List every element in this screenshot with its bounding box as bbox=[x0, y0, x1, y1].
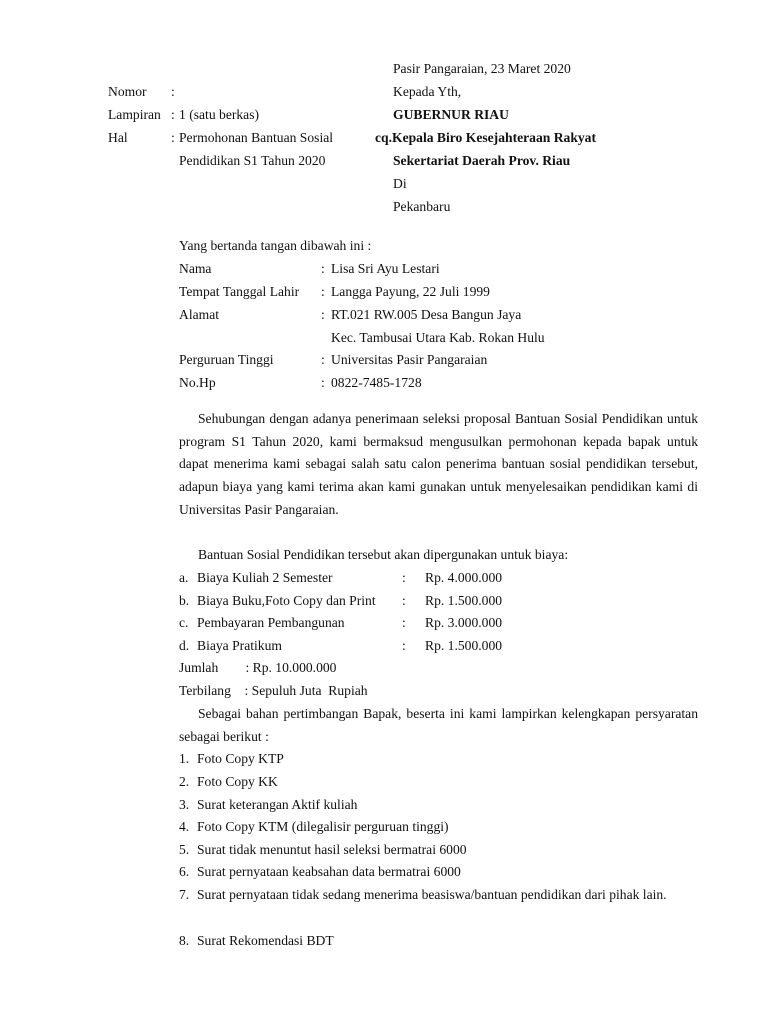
identity-colon: : bbox=[321, 261, 325, 276]
cost-label: Biaya Buku,Foto Copy dan Print bbox=[197, 593, 376, 608]
cost-colon: : bbox=[402, 593, 406, 608]
cost-letter: c. bbox=[179, 615, 189, 630]
identity-colon: : bbox=[321, 375, 325, 390]
nomor-colon: : bbox=[171, 84, 175, 99]
requirement-text: Surat pernyataan tidak sedang menerima beasiswa/bantuan pendidikan dari pihak lain. bbox=[197, 887, 667, 902]
paragraph-pertimbangan: Sebagai bahan pertimbangan Bapak, beserta ini kami lampirkan kelengkapan persyaratan sebagai berikut : bbox=[179, 706, 698, 744]
identity-value-hp: 0822-7485-1728 bbox=[331, 375, 422, 390]
cost-label: Biaya Pratikum bbox=[197, 638, 282, 653]
requirement-text: Surat keterangan Aktif kuliah bbox=[197, 797, 358, 812]
identity-value-alamat-line2: Kec. Tambusai Utara Kab. Rokan Hulu bbox=[331, 330, 545, 345]
hal-line1: Permohonan Bantuan Sosial bbox=[179, 130, 334, 145]
identity-label-hp: No.Hp bbox=[179, 375, 216, 390]
cost-value: Rp. 1.500.000 bbox=[425, 593, 503, 608]
identity-value-nama: Lisa Sri Ayu Lestari bbox=[331, 261, 440, 276]
lampiran-colon: : bbox=[171, 107, 175, 122]
cost-value: Rp. 3.000.000 bbox=[425, 615, 503, 630]
requirement-number: 8. bbox=[179, 933, 190, 948]
cost-letter: a. bbox=[179, 570, 189, 585]
cost-colon: : bbox=[402, 570, 406, 585]
identity-value-alamat: RT.021 RW.005 Desa Bangun Jaya bbox=[331, 307, 522, 322]
recipient-di: Di bbox=[393, 176, 407, 191]
requirement-number: 5. bbox=[179, 842, 190, 857]
place-date: Pasir Pangaraian, 23 Maret 2020 bbox=[393, 61, 571, 76]
hal-line2: Pendidikan S1 Tahun 2020 bbox=[179, 153, 326, 168]
requirement-number: 1. bbox=[179, 751, 190, 766]
paragraph-bantuan: Bantuan Sosial Pendidikan tersebut akan dipergunakan untuk biaya: bbox=[198, 547, 569, 562]
requirement-text: Surat tidak menuntut hasil seleksi bermatrai 6000 bbox=[197, 842, 467, 857]
recipient-title: GUBERNUR RIAU bbox=[393, 107, 509, 122]
cost-label: Pembayaran Pembangunan bbox=[197, 615, 345, 630]
cost-letter: d. bbox=[179, 638, 190, 653]
requirement-number: 7. bbox=[179, 887, 190, 902]
identity-colon: : bbox=[321, 284, 325, 299]
requirement-number: 3. bbox=[179, 797, 190, 812]
cost-letter: b. bbox=[179, 593, 190, 608]
requirement-text: Foto Copy KK bbox=[197, 774, 278, 789]
identity-label-ttl: Tempat Tanggal Lahir bbox=[179, 284, 300, 299]
intro-text: Yang bertanda tangan dibawah ini : bbox=[179, 238, 372, 253]
recipient-sekretariat: Sekertariat Daerah Prov. Riau bbox=[393, 153, 571, 168]
recipient-cq: cq.Kepala Biro Kesejahteraan Rakyat bbox=[375, 130, 597, 145]
hal-label: Hal bbox=[108, 130, 128, 145]
kepada-yth: Kepada Yth, bbox=[393, 84, 462, 99]
identity-value-pt: Universitas Pasir Pangaraian bbox=[331, 352, 488, 367]
recipient-city: Pekanbaru bbox=[393, 199, 451, 214]
cost-label: Biaya Kuliah 2 Semester bbox=[197, 570, 333, 585]
identity-label-nama: Nama bbox=[179, 261, 212, 276]
requirement-text: Foto Copy KTM (dilegalisir perguruan tinggi) bbox=[197, 819, 449, 834]
requirement-text: Surat pernyataan keabsahan data bermatrai 6000 bbox=[197, 864, 461, 879]
identity-colon: : bbox=[321, 352, 325, 367]
identity-value-ttl: Langga Payung, 22 Juli 1999 bbox=[331, 284, 490, 299]
nomor-label: Nomor bbox=[108, 84, 147, 99]
hal-colon: : bbox=[171, 130, 175, 145]
lampiran-label: Lampiran bbox=[108, 107, 161, 122]
cost-colon: : bbox=[402, 615, 406, 630]
identity-label-pt: Perguruan Tinggi bbox=[179, 352, 274, 367]
identity-label-alamat: Alamat bbox=[179, 307, 220, 322]
total-line: Jumlah : Rp. 10.000.000 bbox=[179, 660, 337, 675]
cost-value: Rp. 4.000.000 bbox=[425, 570, 503, 585]
requirement-number: 2. bbox=[179, 774, 190, 789]
paragraph-sehubungan: Sehubungan dengan adanya penerimaan seleksi proposal Bantuan Sosial Pendidikan untuk program S1 Tahun 2020, kami bermaksud mengusulkan permohonan kepada bapak untuk dapat menerima kami sebagai salah satu calon penerima bantuan sosial pendidikan tersebut, adapun biaya yang kami terima akan kami gunakan untuk menyelesaikan pendidikan kami di Universitas Pasir Pangaraian. bbox=[179, 411, 698, 517]
requirement-number: 6. bbox=[179, 864, 190, 879]
requirement-number: 4. bbox=[179, 819, 190, 834]
requirement-text: Foto Copy KTP bbox=[197, 751, 284, 766]
lampiran-value: 1 (satu berkas) bbox=[179, 107, 260, 122]
cost-colon: : bbox=[402, 638, 406, 653]
requirement-text: Surat Rekomendasi BDT bbox=[197, 933, 334, 948]
cost-value: Rp. 1.500.000 bbox=[425, 638, 503, 653]
terbilang-line: Terbilang : Sepuluh Juta Rupiah bbox=[179, 683, 368, 698]
identity-colon: : bbox=[321, 307, 325, 322]
